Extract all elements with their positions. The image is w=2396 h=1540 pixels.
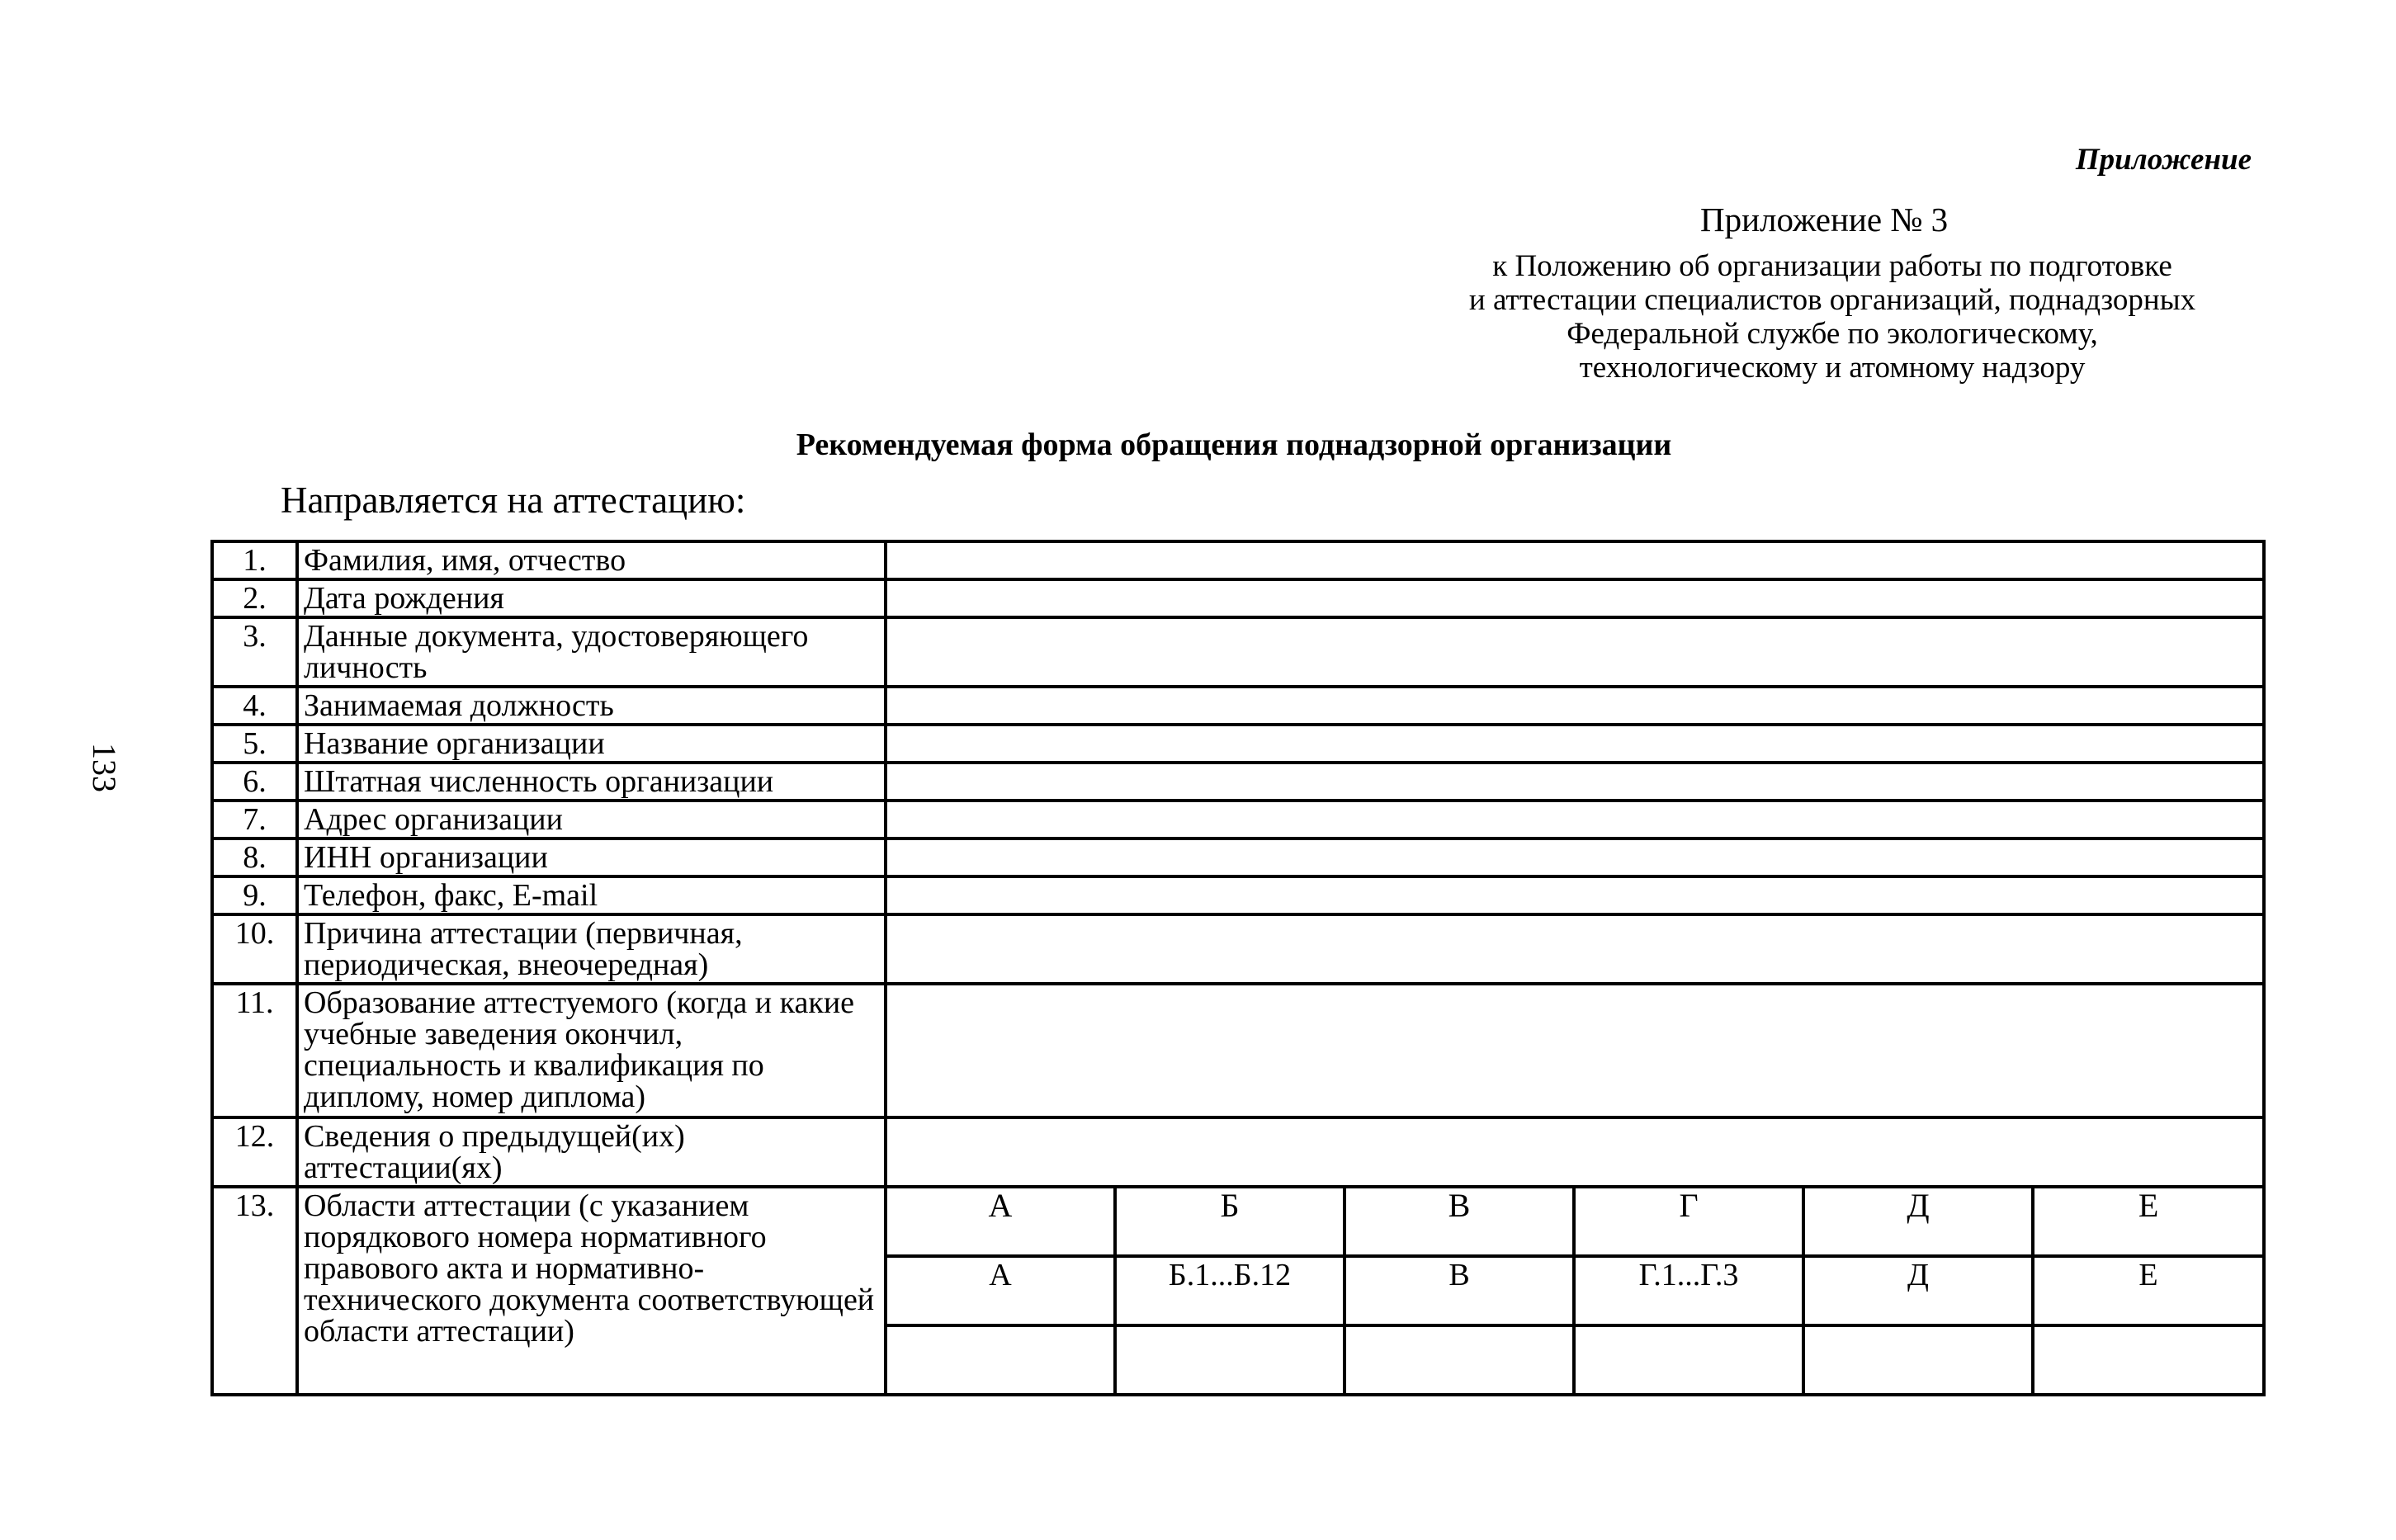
appendix-number: Приложение № 3 [1700, 201, 1949, 239]
appendix-reference [1403, 249, 2261, 385]
table-row [212, 838, 2264, 876]
table-row [212, 984, 2264, 1117]
table-row [212, 725, 2264, 763]
answer-field[interactable] [886, 617, 2264, 687]
sent-to-heading: Направляется на аттестацию: [281, 479, 746, 521]
area-header-v: В [1345, 1187, 1574, 1256]
answer-field[interactable] [886, 541, 2264, 579]
table-row [212, 876, 2264, 914]
row-number: 7. [212, 801, 297, 838]
row-label: ИНН организации [297, 838, 886, 876]
answer-field[interactable] [886, 687, 2264, 725]
table-row [212, 914, 2264, 984]
area-field-d[interactable] [1803, 1325, 2033, 1395]
answer-field[interactable] [886, 801, 2264, 838]
answer-field[interactable] [886, 579, 2264, 617]
application-form-table [210, 540, 2266, 1396]
reference-line: технологическому и атомному надзору [1579, 351, 2086, 385]
row-label: Фамилия, имя, отчество [297, 541, 886, 579]
row-number: 4. [212, 687, 297, 725]
area-code-v: В [1345, 1256, 1574, 1325]
row-number: 2. [212, 579, 297, 617]
row-label: Образование аттестуемого (когда и какие учебные заведения окончил, специальность и квалификация по диплому, номер диплома) [297, 984, 886, 1117]
area-field-b[interactable] [1115, 1325, 1345, 1395]
row-label: Телефон, факс, E-mail [297, 876, 886, 914]
row-number: 8. [212, 838, 297, 876]
area-field-a[interactable] [886, 1325, 1115, 1395]
area-header-e: Е [2033, 1187, 2264, 1256]
area-header-b: Б [1115, 1187, 1345, 1256]
area-field-g[interactable] [1574, 1325, 1803, 1395]
answer-field[interactable] [886, 838, 2264, 876]
row-number: 10. [212, 914, 297, 984]
answer-field[interactable] [886, 914, 2264, 984]
row-label: Дата рождения [297, 579, 886, 617]
table-row [212, 801, 2264, 838]
table-row [212, 1117, 2264, 1187]
row-label: Сведения о предыдущей(их) аттестации(ях) [297, 1117, 886, 1187]
area-code-e: Е [2033, 1256, 2264, 1325]
row-number: 6. [212, 763, 297, 801]
row-number: 3. [212, 617, 297, 687]
reference-line: и аттестации специалистов организаций, поднадзорных [1468, 283, 2196, 317]
table-row [212, 617, 2264, 687]
answer-field[interactable] [886, 1117, 2264, 1187]
reference-line: Федеральной службе по экологическому, [1567, 317, 2098, 351]
row-label: Название организации [297, 725, 886, 763]
row-number: 9. [212, 876, 297, 914]
area-header-a: А [886, 1187, 1115, 1256]
table-row [212, 687, 2264, 725]
row-label: Занимаемая должность [297, 687, 886, 725]
row-number: 1. [212, 541, 297, 579]
area-field-e[interactable] [2033, 1325, 2264, 1395]
row-number: 13. [212, 1187, 297, 1395]
answer-field[interactable] [886, 763, 2264, 801]
table-row [212, 763, 2264, 801]
area-header-g: Г [1574, 1187, 1803, 1256]
area-field-v[interactable] [1345, 1325, 1574, 1395]
row-label: Адрес организации [297, 801, 886, 838]
table-row [212, 1187, 2264, 1256]
table-row [212, 579, 2264, 617]
appendix-label: Приложение [2075, 143, 2252, 177]
answer-field[interactable] [886, 984, 2264, 1117]
row-number: 12. [212, 1117, 297, 1187]
answer-field[interactable] [886, 725, 2264, 763]
row-number: 5. [212, 725, 297, 763]
table-row [212, 541, 2264, 579]
area-code-d: Д [1803, 1256, 2033, 1325]
row-number: 11. [212, 984, 297, 1117]
answer-field[interactable] [886, 876, 2264, 914]
area-header-d: Д [1803, 1187, 2033, 1256]
page-number: 133 [86, 743, 123, 792]
row-label: Причина аттестации (первичная, периодическая, внеочередная) [297, 914, 886, 984]
form-title: Рекомендуемая форма обращения поднадзорной организации [796, 428, 1672, 462]
row-label: Штатная численность организации [297, 763, 886, 801]
area-code-a: А [886, 1256, 1115, 1325]
row-label: Области аттестации (с указанием порядкового номера нормативного правового акта и нормативно-технического документа соответствующей области аттестации) [297, 1187, 886, 1395]
area-code-b: Б.1...Б.12 [1115, 1256, 1345, 1325]
reference-line: к Положению об организации работы по подготовке [1492, 249, 2172, 283]
row-label: Данные документа, удостоверяющего личность [297, 617, 886, 687]
area-code-g: Г.1...Г.3 [1574, 1256, 1803, 1325]
